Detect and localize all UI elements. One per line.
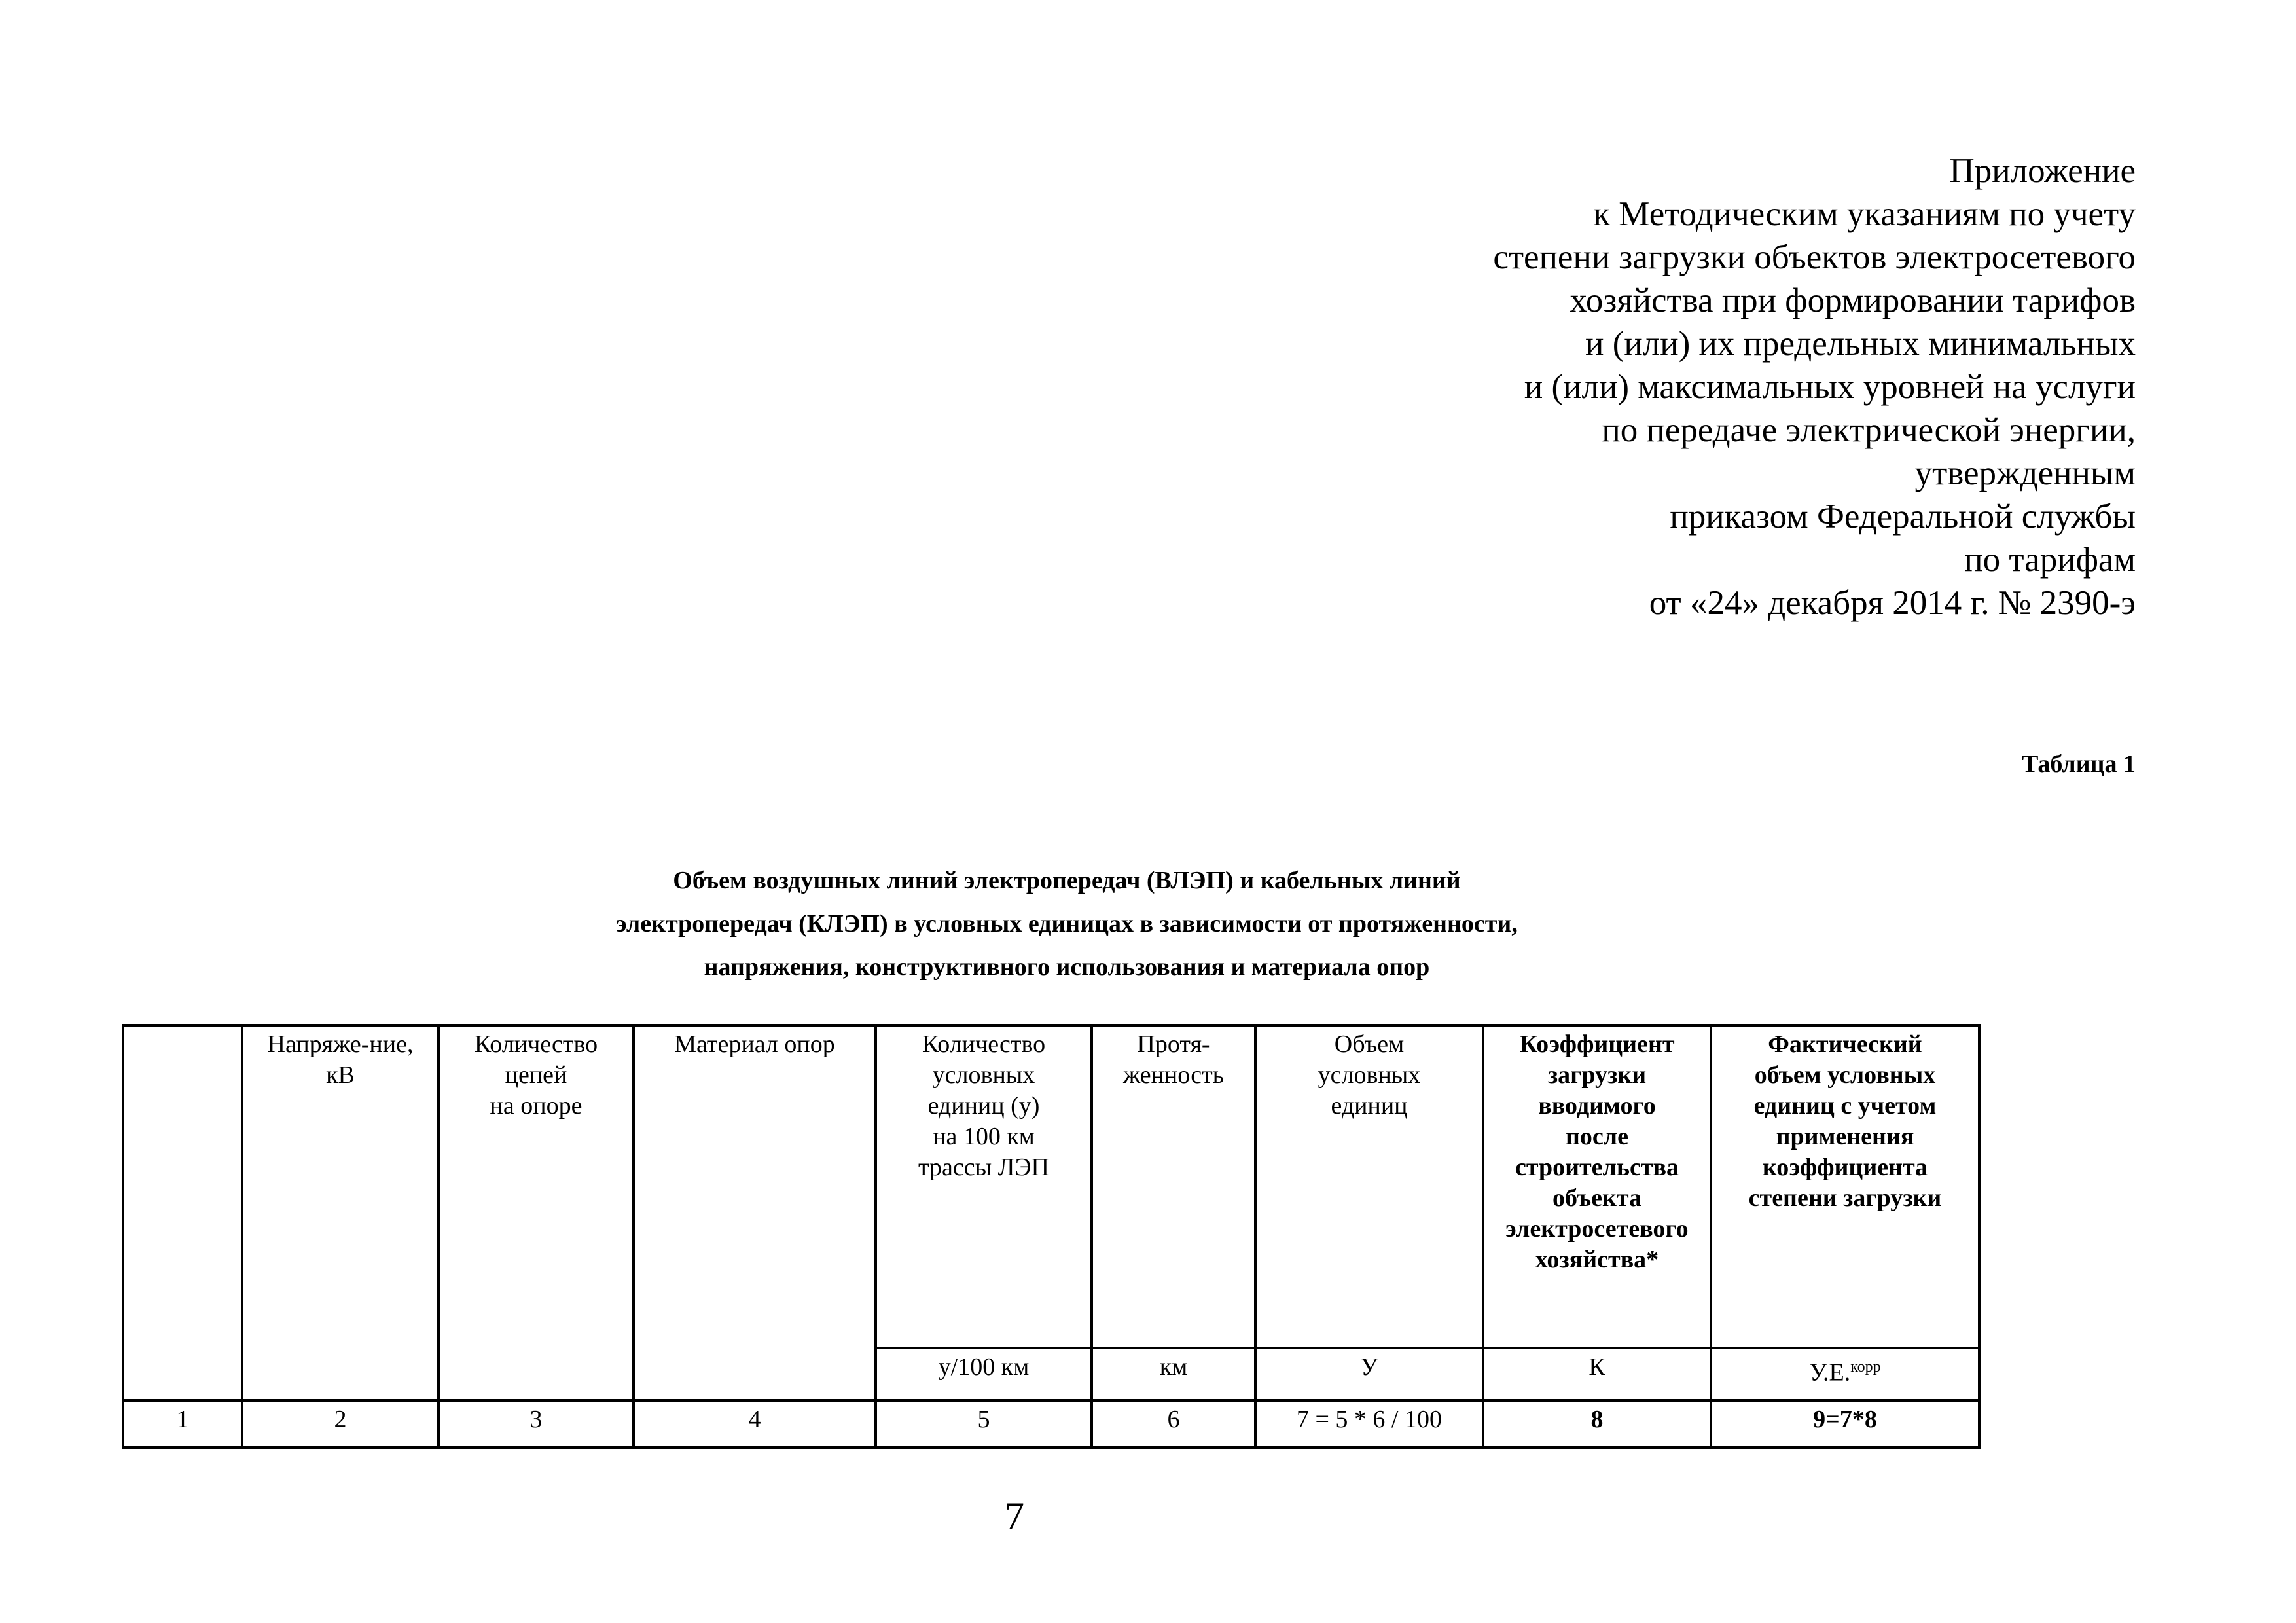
appendix-line: и (или) максимальных уровней на услуги [1524,368,2136,406]
header-text: на 100 км [933,1123,1035,1150]
column-number: 1 [123,1400,242,1448]
header-text: Материал опор [674,1030,835,1058]
header-text: единиц с учетом [1753,1092,1937,1120]
header-text: Напряже-ние, [267,1030,414,1058]
title-line: напряжения, конструктивного использования и материала опор [704,953,1430,981]
table-label: Таблица 1 [2021,750,2136,778]
column-number: 5 [876,1400,1092,1448]
unit-superscript: корр [1850,1359,1881,1376]
column-number: 6 [1092,1400,1255,1448]
header-text: Количество [922,1030,1046,1058]
header-text: Фактический [1768,1030,1922,1058]
header-text: степени загрузки [1748,1184,1942,1212]
appendix-line: и (или) их предельных минимальных [1585,325,2136,363]
header-text: цепей [505,1061,567,1089]
column-number: 8 [1483,1400,1711,1448]
volume-table [122,1024,1981,1449]
header-text: кВ [326,1061,355,1089]
column-number: 7 = 5 * 6 / 100 [1255,1400,1483,1448]
column-number: 3 [439,1400,634,1448]
header-text: Количество [474,1030,598,1058]
header-text: единиц (у) [927,1092,1040,1120]
header-cell-volume [1255,1025,1483,1348]
title-line: Объем воздушных линий электропередач (ВЛЭП) и кабельных линий [673,867,1461,894]
column-number: 4 [634,1400,876,1448]
header-text: вводимого [1538,1092,1656,1120]
header-cell-1 [123,1025,242,1400]
header-text: после [1566,1123,1628,1150]
header-text: Коэффициент [1519,1030,1675,1058]
header-text: Протя- [1137,1030,1210,1058]
appendix-header [1493,149,2136,625]
header-cell-actual-volume [1711,1025,1979,1348]
header-cell-units-per-100km [876,1025,1092,1348]
unit-cell-coefficient: К [1483,1348,1711,1400]
page-number: 7 [1005,1495,1024,1538]
header-text: на опоре [490,1092,583,1120]
header-text: хозяйства* [1535,1246,1659,1273]
header-text: условных [1318,1061,1421,1089]
appendix-line: по тарифам [1964,541,2136,579]
header-text: трассы ЛЭП [918,1154,1049,1181]
unit-cell-km: км [1092,1348,1255,1400]
title-line: электропередач (КЛЭП) в условных единицах в зависимости от протяженности, [616,910,1518,938]
appendix-line: к Методическим указаниям по учету [1593,195,2136,233]
unit-text: У.Е. [1809,1359,1851,1387]
appendix-line: хозяйства при формировании тарифов [1570,282,2136,319]
unit-cell-actual-volume [1711,1348,1979,1400]
appendix-line: приказом Федеральной службы [1670,498,2136,536]
unit-cell-volume: У [1255,1348,1483,1400]
header-row [123,1025,1979,1348]
header-text: Объем [1334,1030,1405,1058]
appendix-line: Приложение [1949,152,2136,190]
unit-cell-units-per-100km: у/100 км [876,1348,1092,1400]
header-text: строительства [1515,1154,1679,1181]
header-text: электросетевого [1505,1215,1689,1243]
header-cell-length [1092,1025,1255,1348]
table-title [419,859,1715,989]
column-number: 2 [242,1400,439,1448]
appendix-line: степени загрузки объектов электросетевого [1493,238,2136,276]
header-text: условных [932,1061,1035,1089]
header-text: единиц [1331,1092,1408,1120]
numbering-row [123,1400,1979,1448]
header-text: коэффициента [1762,1154,1928,1181]
header-text: применения [1776,1123,1914,1150]
header-cell-circuits [439,1025,634,1400]
header-cell-voltage [242,1025,439,1400]
header-text: загрузки [1547,1061,1647,1089]
appendix-line: по передаче электрической энергии, [1602,411,2136,449]
header-text: женность [1122,1061,1225,1089]
appendix-line: утвержденным [1914,454,2136,492]
header-cell-load-coefficient [1483,1025,1711,1348]
appendix-line: от «24» декабря 2014 г. № 2390-э [1649,584,2136,622]
header-text: объекта [1552,1184,1642,1212]
header-cell-material [634,1025,876,1400]
header-text: объем условных [1754,1061,1936,1089]
column-number: 9=7*8 [1711,1400,1979,1448]
